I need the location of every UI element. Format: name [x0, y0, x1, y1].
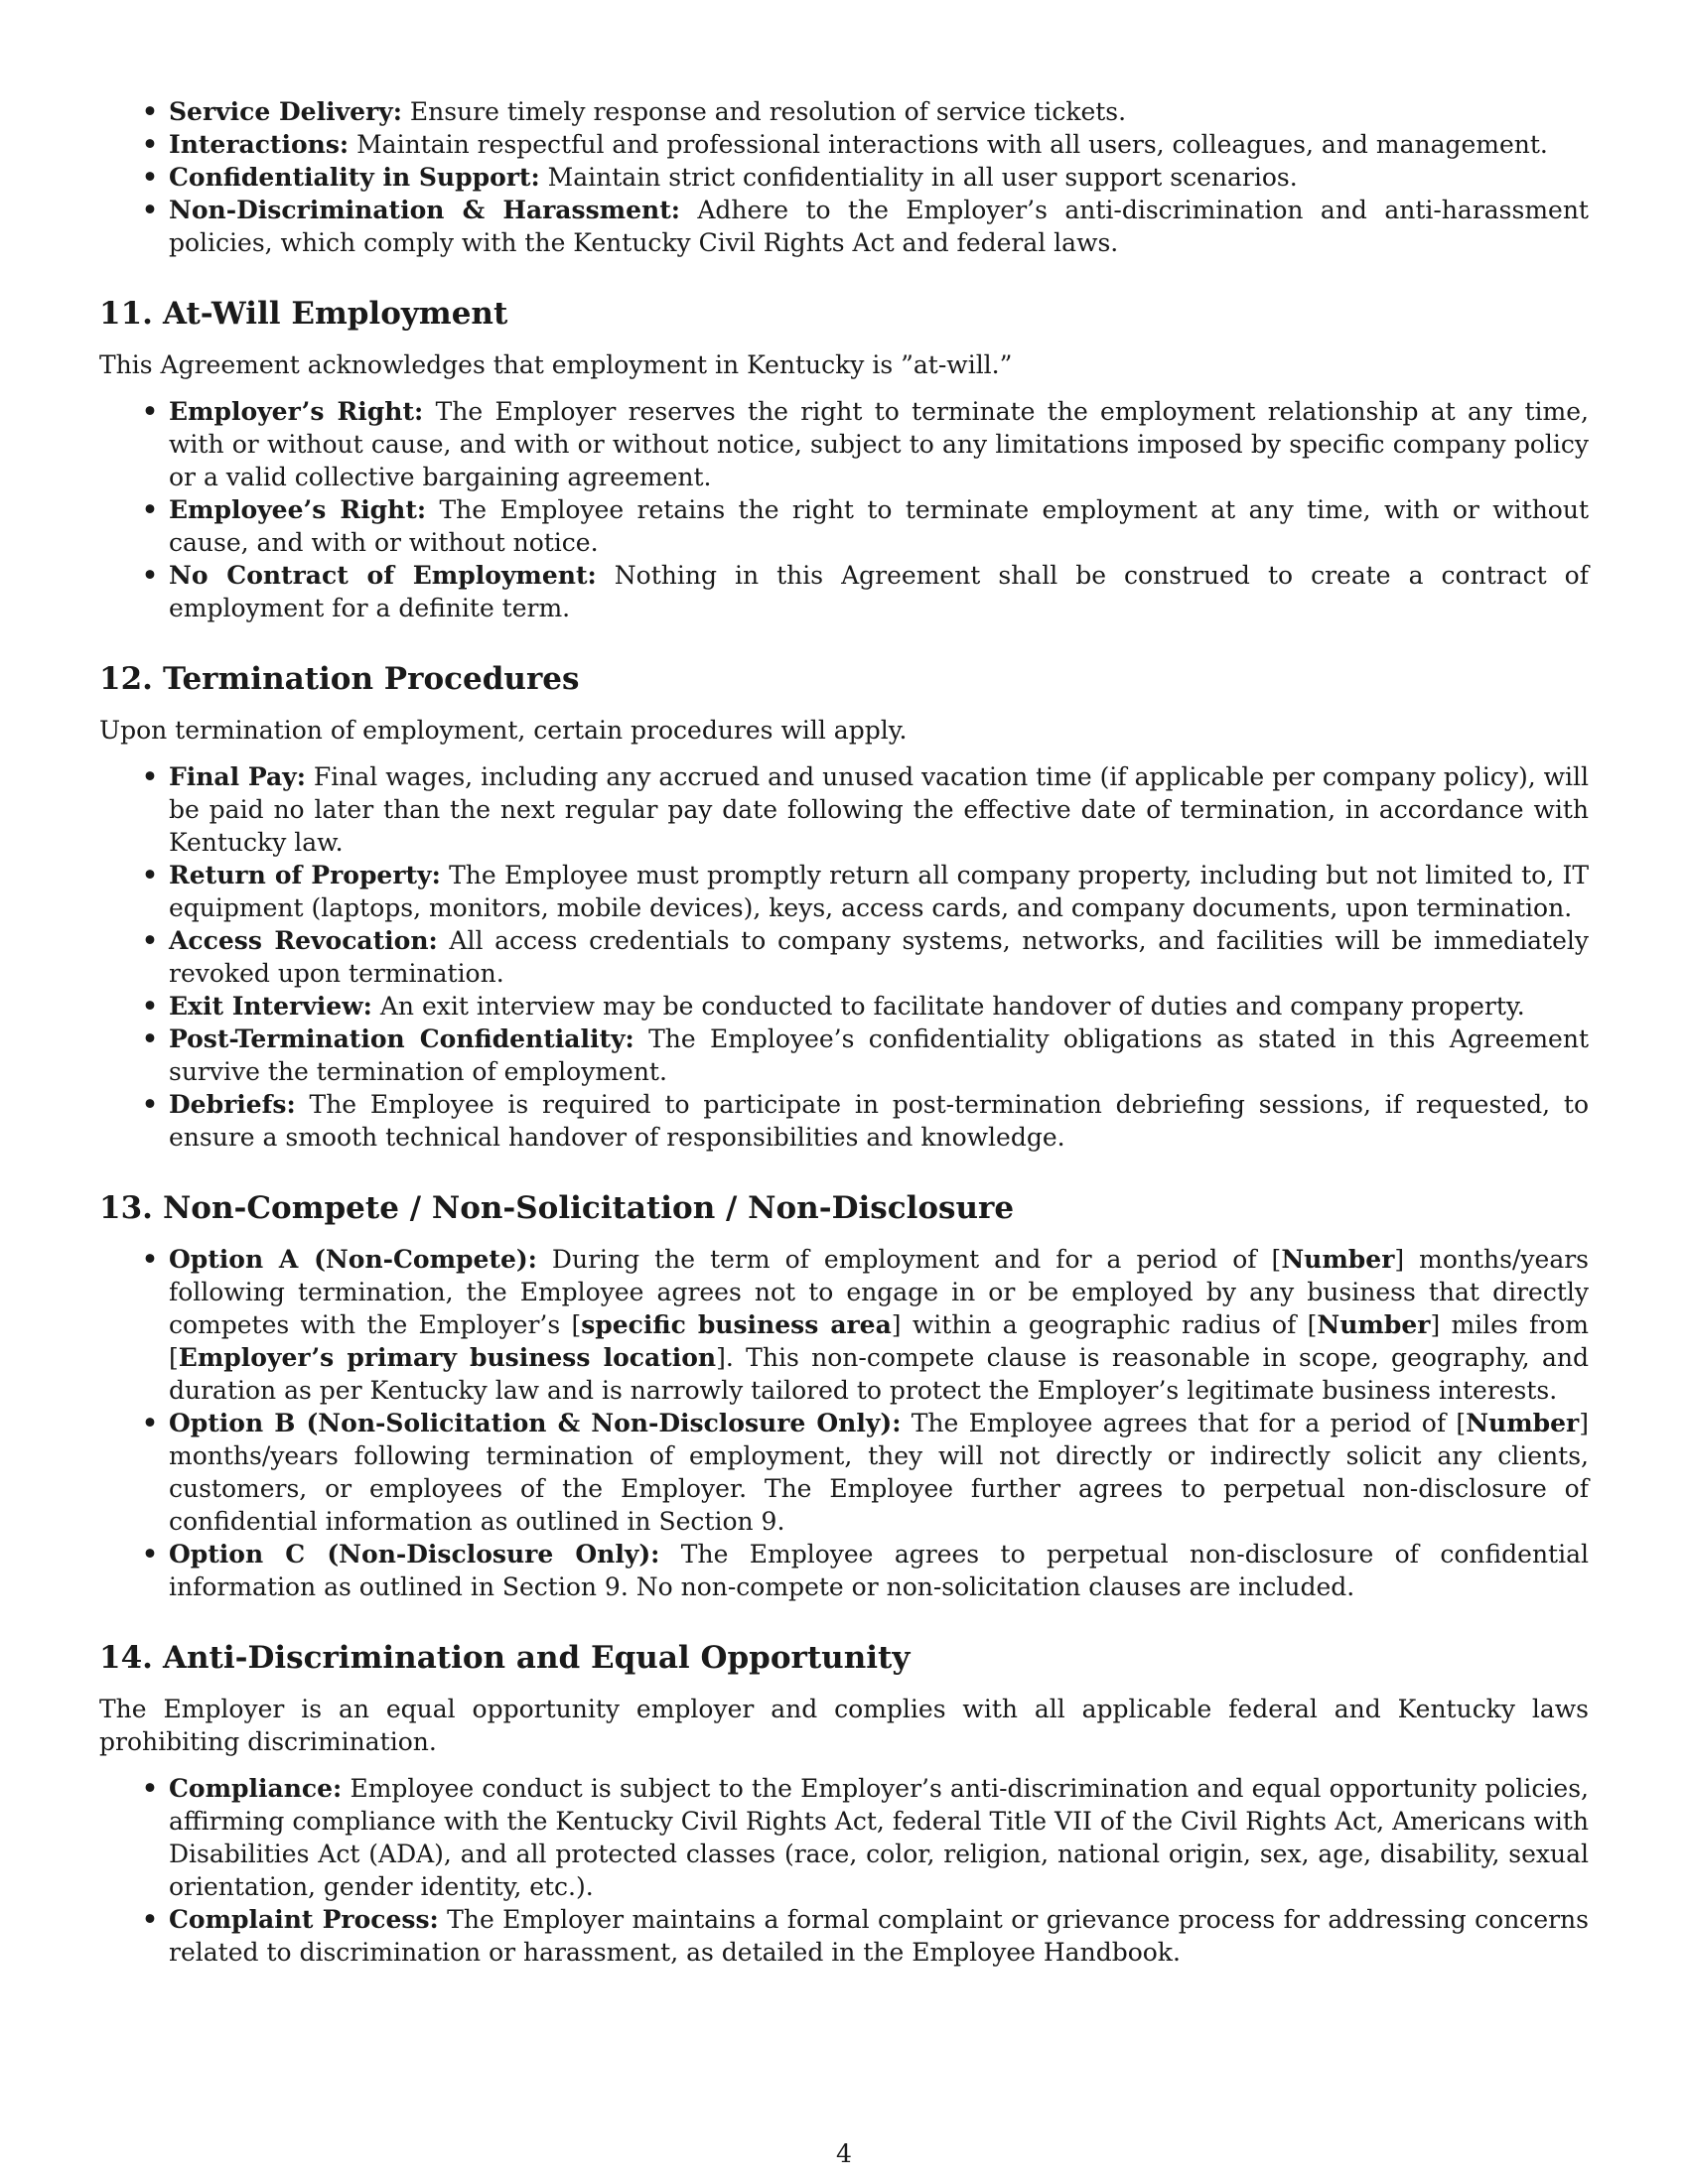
section-number: 13.: [99, 1190, 153, 1226]
list-item: [99, 990, 1589, 1023]
section-number: 14.: [99, 1640, 153, 1676]
bullet-icon: •: [142, 196, 158, 224]
bullet-icon: •: [142, 1540, 158, 1569]
bullet-icon: •: [142, 163, 158, 192]
list-item-option-b: [99, 1407, 1589, 1538]
bullet-icon: •: [142, 1774, 158, 1803]
list-item: [99, 760, 1589, 859]
bullet-icon: •: [142, 1090, 158, 1119]
item-text: Employee conduct is subject to the Employer’s anti-discrimination and equal opportunity policies, affirming compliance with the Kentucky Civil Rights Act, federal Title VII of the Civil Rights Act, Americans with Disabilities Act (ADA), and all protected classes (race, color, religion, national origin, sex, age, disability, sexual orientation, gender identity, etc.).: [169, 1774, 1589, 1901]
list-item: [99, 1772, 1589, 1903]
list-item: [99, 924, 1589, 990]
bullet-icon: •: [142, 1245, 158, 1274]
bullet-icon: •: [142, 397, 158, 426]
item-text: The Employee must promptly return all company property, including but not limited to, IT equipment (laptops, monitors, mobile devices), keys, access cards, and company documents, upon termination.: [169, 861, 1589, 922]
list-item: [99, 859, 1589, 924]
bullet-icon: •: [142, 762, 158, 791]
item-lead: Debriefs:: [169, 1090, 296, 1119]
item-lead: Employer’s Right:: [169, 397, 424, 426]
item-lead: Option C (Non-Disclosure Only):: [169, 1540, 660, 1569]
section-title: Non-Compete / Non-Solicitation / Non-Disclosure: [162, 1190, 1015, 1226]
section-intro: This Agreement acknowledges that employment in Kentucky is ”at-will.”: [99, 350, 1013, 379]
item-lead: Confidentiality in Support:: [169, 163, 540, 192]
item-lead: Employee’s Right:: [169, 495, 427, 524]
section-number: 12.: [99, 661, 153, 697]
item-text: ]. This non-compete clause is reasonable in scope, geography, and duration as per Kentucky law and is narrowly tailored to protect the Employer’s legitimate business interests.: [169, 1343, 1589, 1405]
item-text: An exit interview may be conducted to facilitate handover of duties and company property.: [371, 992, 1525, 1021]
list-item: [99, 161, 1589, 194]
conduct-list: [99, 95, 1589, 259]
item-text: Nothing in this Agreement shall be construed to create a contract of employment for a definite term.: [169, 561, 1589, 622]
item-lead: Option B (Non-Solicitation & Non-Disclosure Only):: [169, 1409, 902, 1437]
item-text: Ensure timely response and resolution of service tickets.: [401, 97, 1127, 126]
item-text: The Employee agrees that for a period of [: [901, 1409, 1467, 1437]
item-lead: Interactions:: [169, 130, 350, 159]
item-lead: Complaint Process:: [169, 1905, 439, 1934]
item-text: ] months/years following termination of employment, they will not directly or indirectly solicit any clients, customers, or employees of the Employer. The Employee further agrees to perpetual non-disclosure of confidential information as outlined in Section 9.: [169, 1409, 1589, 1536]
item-lead: Compliance:: [169, 1774, 343, 1803]
placeholder-business-area: specific business area: [581, 1310, 892, 1339]
section-heading-11: [99, 295, 1589, 333]
bullet-icon: •: [142, 861, 158, 889]
item-lead: Option A (Non-Compete):: [169, 1245, 537, 1274]
item-text: ] within a geographic radius of [: [891, 1310, 1318, 1339]
item-text: The Employee’s confidentiality obligations as stated in this Agreement survive the termination of employment.: [169, 1024, 1589, 1086]
section-title: At-Will Employment: [162, 296, 508, 332]
list-item-option-c: [99, 1538, 1589, 1603]
list-item: [99, 395, 1589, 493]
bullet-icon: •: [142, 1905, 158, 1934]
item-text: The Employer reserves the right to terminate the employment relationship at any time, with or without cause, and with or without notice, subject to any limitations imposed by specific company policy or a valid collective bargaining agreement.: [169, 397, 1589, 491]
bullet-icon: •: [142, 1024, 158, 1053]
bullet-icon: •: [142, 97, 158, 126]
section-11-list: [99, 395, 1589, 624]
list-item: [99, 1088, 1589, 1154]
placeholder-number: Number: [1466, 1409, 1580, 1437]
item-text: During the term of employment and for a period of [: [536, 1245, 1282, 1274]
bullet-icon: •: [142, 926, 158, 955]
list-item: [99, 95, 1589, 128]
item-text: The Employee agrees to perpetual non-disclosure of confidential information as outlined in Section 9. No non-compete or non-solicitation clauses are included.: [169, 1540, 1589, 1601]
section-title: Termination Procedures: [162, 661, 580, 697]
bullet-icon: •: [142, 1409, 158, 1437]
page-number: 4: [836, 2139, 852, 2168]
list-item: [99, 128, 1589, 161]
list-item: [99, 194, 1589, 259]
item-text: The Employee is required to participate in post-termination debriefing sessions, if requested, to ensure a smooth technical handover of responsibilities and knowledge.: [169, 1090, 1589, 1152]
item-lead: No Contract of Employment:: [169, 561, 597, 590]
placeholder-number: Number: [1281, 1245, 1395, 1274]
item-lead: Exit Interview:: [169, 992, 372, 1021]
bullet-icon: •: [142, 561, 158, 590]
item-text: Maintain strict confidentiality in all user support scenarios.: [539, 163, 1298, 192]
list-item: [99, 493, 1589, 559]
placeholder-business-location: Employer’s primary business location: [178, 1343, 717, 1372]
section-12-list: [99, 760, 1589, 1154]
bullet-icon: •: [142, 992, 158, 1021]
section-heading-14: [99, 1639, 1589, 1677]
placeholder-number: Number: [1317, 1310, 1431, 1339]
item-text: The Employer maintains a formal complaint or grievance process for addressing concerns related to discrimination or harassment, as detailed in the Employee Handbook.: [169, 1905, 1589, 1967]
item-text: All access credentials to company systems, networks, and facilities will be immediately revoked upon termination.: [169, 926, 1589, 988]
item-text: The Employee retains the right to terminate employment at any time, with or without cause, and with or without notice.: [169, 495, 1590, 557]
item-lead: Non-Discrimination & Harassment:: [169, 196, 680, 224]
item-text: Maintain respectful and professional interactions with all users, colleagues, and management.: [349, 130, 1548, 159]
item-lead: Final Pay:: [169, 762, 306, 791]
section-14-list: [99, 1772, 1589, 1969]
list-item: [99, 1903, 1589, 1969]
section-intro: The Employer is an equal opportunity employer and complies with all applicable federal and Kentucky laws prohibiting discrimination.: [99, 1695, 1589, 1756]
item-text: Adhere to the Employer’s anti-discrimination and anti-harassment policies, which comply with the Kentucky Civil Rights Act and federal laws.: [169, 196, 1589, 257]
section-intro: Upon termination of employment, certain procedures will apply.: [99, 716, 908, 745]
section-heading-13: [99, 1189, 1589, 1227]
list-item: [99, 1023, 1589, 1088]
section-13-list: [99, 1243, 1589, 1603]
item-lead: Access Revocation:: [169, 926, 438, 955]
section-title: Anti-Discrimination and Equal Opportunity: [162, 1640, 911, 1676]
section-number: 11.: [99, 296, 153, 332]
item-text: ] months/years following termination, the Employee agrees not to engage in or be employed by any business that directly competes with the Employer’s [: [169, 1245, 1589, 1339]
item-lead: Service Delivery:: [169, 97, 402, 126]
bullet-icon: •: [142, 495, 158, 524]
bullet-icon: •: [142, 130, 158, 159]
item-text: Final wages, including any accrued and unused vacation time (if applicable per company policy), will be paid no later than the next regular pay date following the effective date of termination, in accordance with Kentucky law.: [169, 762, 1589, 857]
section-heading-12: [99, 660, 1589, 698]
item-lead: Post-Termination Confidentiality:: [169, 1024, 634, 1053]
list-item-option-a: [99, 1243, 1589, 1407]
document-page: [99, 95, 1589, 1969]
item-lead: Return of Property:: [169, 861, 441, 889]
list-item: [99, 559, 1589, 624]
item-text: ] miles from [: [169, 1310, 1590, 1372]
